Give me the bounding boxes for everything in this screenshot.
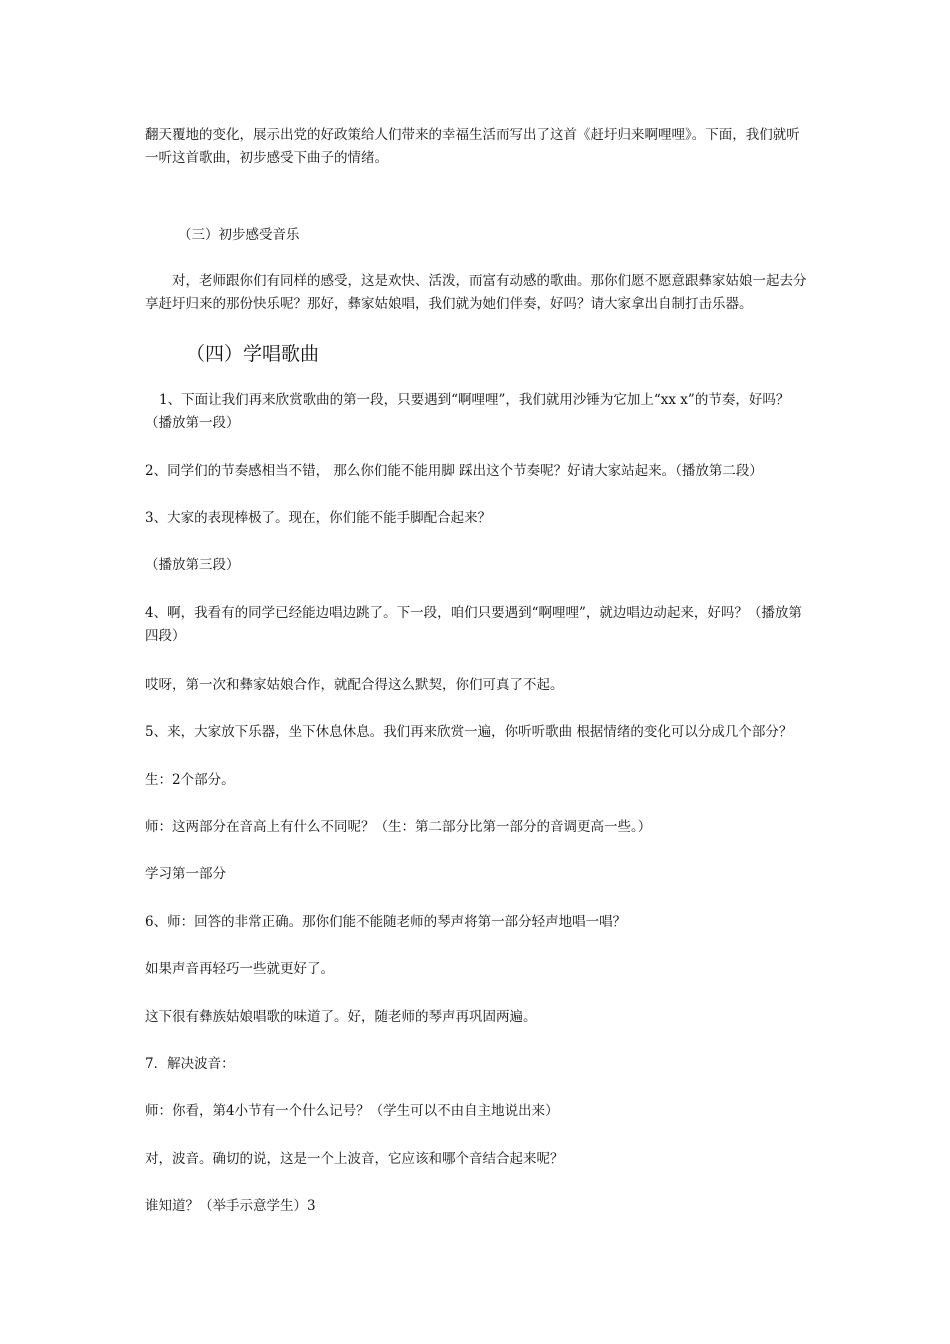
section3-heading: （三）初步感受音乐 <box>178 227 300 243</box>
intro-paragraph: 翻天覆地的变化，展示出党的好政策给人们带来的幸福生活而写出了这首《赶圩归来啊哩哩》。下面，我们就听一听这首歌曲，初步感受下曲子的情绪。 <box>145 127 800 166</box>
section3-paragraph: 对，老师跟你们有同样的感受，这是欢快、活泼，而富有动感的歌曲。那你们愿不愿意跟彝家姑娘一起去分享赶圩归来的那份快乐呢？那好，彝家姑娘唱，我们就为她们伴奏，好吗？请大家拿出自制打击乐器。 <box>145 273 807 312</box>
item3-paragraph: 3、大家的表现棒极了。现在，你们能不能手脚配合起来？ <box>145 510 492 526</box>
item6b-paragraph: 如果声音再轻巧一些就更好了。 <box>145 961 334 977</box>
item1-paragraph: 1、下面让我们再来欣赏歌曲的第一段，只要遇到“啊哩哩”，我们就用沙锤为它加上“xx x”的节奏，好吗？（播放第一段） <box>145 392 790 431</box>
item6-paragraph: 6、师：回答的非常正确。那你们能不能随老师的琴声将第一部分轻声地唱一唱？ <box>145 914 627 930</box>
item7c-paragraph: 对，波音。确切的说，这是一个上波音，它应该和哪个音结合起来呢？ <box>145 1151 564 1167</box>
item5c-paragraph: 师：这两部分在音高上有什么不同呢？（生：第二部分比第一部分的音调更高一些。） <box>145 819 652 835</box>
item5b-paragraph: 生：2个部分。 <box>145 772 235 788</box>
item2-paragraph: 2、同学们的节奏感相当不错， 那么你们能不能用脚 踩出这个节奏呢？好请大家站起来。（播放第二段） <box>145 463 763 479</box>
learn-part1-paragraph: 学习第一部分 <box>145 866 226 882</box>
item4b-paragraph: 哎呀，第一次和彝家姑娘合作，就配合得这么默契，你们可真了不起。 <box>145 677 564 693</box>
item3b-paragraph: （播放第三段） <box>145 557 240 573</box>
item7b-paragraph: 师：你看，第4小节有一个什么记号？（学生可以不由自主地说出来） <box>145 1103 559 1119</box>
item6c-paragraph: 这下很有彝族姑娘唱歌的味道了。好，随老师的琴声再巩固两遍。 <box>145 1009 537 1025</box>
item5-paragraph: 5、来，大家放下乐器，坐下休息休息。我们再来欣赏一遍，你听听歌曲 根据情绪的变化可以分成几个部分？ <box>145 724 793 740</box>
item4-paragraph: 4、啊，我看有的同学已经能边唱边跳了。下一段，咱们只要遇到“啊哩哩”，就边唱边动起来，好吗？（播放第四段） <box>145 605 802 644</box>
item7-paragraph: 7．解决波音： <box>145 1056 235 1072</box>
section4-heading: （四）学唱歌曲 <box>186 343 320 365</box>
item7d-paragraph: 谁知道？（举手示意学生）3 <box>145 1198 316 1214</box>
